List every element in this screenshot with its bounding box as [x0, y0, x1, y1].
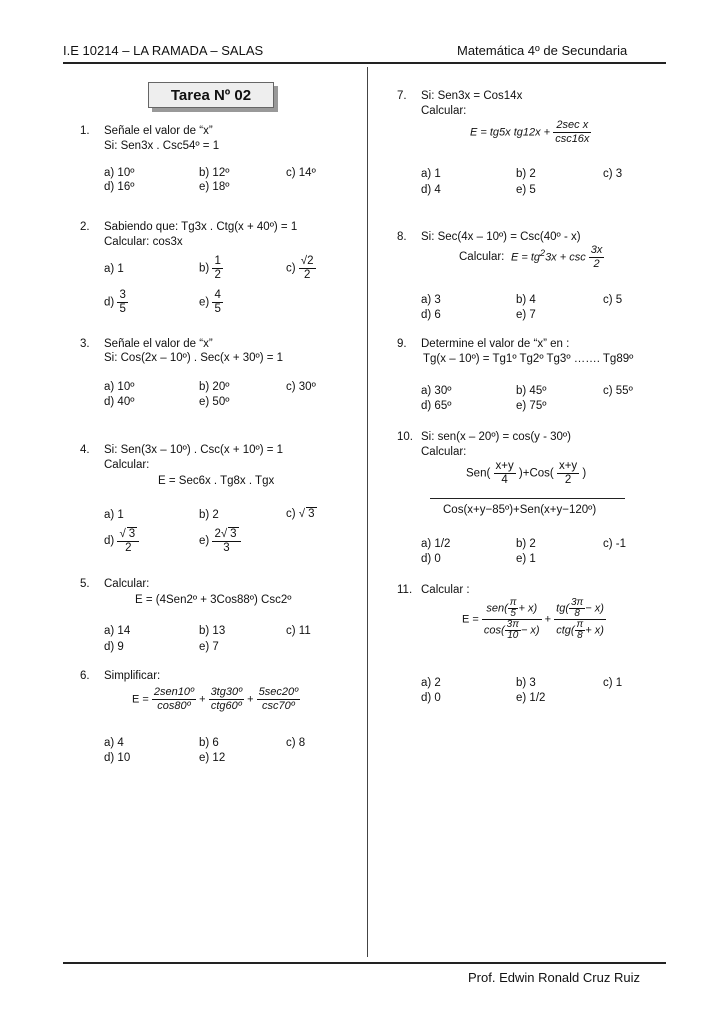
fraction-bar [430, 498, 625, 499]
option-label: c) [286, 508, 296, 520]
header-rule [63, 62, 666, 64]
fraction-denominator: csc70º [262, 700, 295, 712]
footer-author: Prof. Edwin Ronald Cruz Ruiz [468, 970, 640, 985]
fraction-denominator: 5 [510, 608, 516, 619]
option-c: c) 14º [286, 167, 316, 179]
fraction-numerator: 2sec x [553, 119, 591, 133]
option-e: e) 12 [199, 752, 226, 764]
cos-label: )+Cos( [518, 467, 554, 480]
formula-label: E = [462, 613, 479, 626]
fraction-numerator: 3x [590, 244, 603, 256]
option-b: b) 4 [516, 294, 536, 306]
fraction-numerator: 3tg30º [210, 686, 243, 698]
fn-close: + x) [585, 624, 604, 637]
fraction-denominator: 4 [501, 474, 508, 486]
fn-open: ctg( [556, 624, 575, 637]
option-c: c) 3 [603, 168, 623, 180]
fraction-denominator: 2 [564, 474, 572, 486]
option-a: a) 1 [104, 263, 124, 275]
option-e [199, 289, 223, 316]
radicand: 3 [308, 508, 315, 520]
option-d: d) 0 [421, 553, 441, 565]
formula-mid: 3x + csc [545, 251, 586, 264]
option-a: a) 4 [104, 737, 124, 749]
fraction-denominator: 2 [214, 269, 221, 281]
question-text: Señale el valor de “x” [104, 125, 213, 137]
option-e: e) 5 [516, 184, 536, 196]
question-condition: Si: Sen3x = Cos14x [421, 90, 523, 102]
option-e: e) 7 [199, 641, 219, 653]
fn-close: − x) [585, 602, 604, 615]
question-number: 2. [80, 221, 90, 233]
fn-open: cos( [483, 624, 505, 637]
question-formula [470, 119, 591, 146]
option-e: e) 1 [516, 553, 536, 565]
question-instruction: Calcular: [104, 578, 150, 590]
option-b: b) 2 [199, 509, 219, 521]
fraction-denominator: 3 [223, 542, 230, 554]
header-school: I.E 10214 – LA RAMADA – SALAS [63, 43, 264, 58]
option-b: b) 12º [199, 167, 230, 179]
formula-left: E = tg5x tg12x + [470, 126, 551, 139]
fraction-denominator: 8 [574, 608, 580, 619]
option-e [199, 527, 241, 555]
fraction-numerator: π [509, 597, 517, 608]
option-c: c) 30º [286, 381, 316, 393]
formula-numerator [466, 460, 586, 487]
question-instruction: Calcular: [104, 459, 150, 471]
question-instruction: Simplificar: [104, 670, 161, 682]
fraction-numerator: x+y [558, 460, 578, 472]
question-text: Determine el valor de “x” en : [421, 338, 570, 350]
question-number: 3. [80, 338, 90, 350]
fraction-numerator: 3π [571, 597, 584, 608]
question-condition: Si: Sec(4x – 10º) = Csc(40º - x) [421, 231, 581, 243]
fraction-numerator: 5sec20º [258, 686, 299, 698]
column-divider [367, 67, 368, 957]
option-c: c) 5 [603, 294, 623, 306]
option-c: c) 1 [603, 677, 623, 689]
term2-denominator [554, 620, 606, 641]
question-number: 11. [397, 584, 413, 596]
option-d: d) 4 [421, 184, 441, 196]
option-d: d) 0 [421, 692, 441, 704]
plus-sign: + [199, 693, 206, 706]
option-e: e) 75º [516, 400, 547, 412]
option-b: b) 2 [516, 168, 536, 180]
fraction-denominator: 5 [214, 303, 221, 315]
option-a: a) 3 [421, 294, 441, 306]
option-a: a) 30º [421, 385, 452, 397]
option-label: d) [104, 296, 115, 309]
fraction-numerator: 3π [506, 619, 519, 630]
option-a: a) 1 [421, 168, 441, 180]
option-e: e) 18º [199, 181, 230, 193]
option-label: b) [199, 262, 210, 275]
fraction-numerator: x+y [495, 460, 514, 472]
fraction-numerator: 3 [119, 289, 126, 301]
question-number: 9. [397, 338, 407, 350]
option-c [286, 255, 316, 282]
exponent: 2 [540, 247, 546, 258]
option-b: b) 2 [516, 538, 536, 550]
option-c: c) 11 [286, 625, 311, 637]
fraction-denominator: 8 [577, 630, 583, 641]
question-number: 6. [80, 670, 90, 682]
term1-denominator [482, 620, 542, 641]
fraction-denominator: 2 [593, 258, 600, 270]
option-c: c) 8 [286, 737, 306, 749]
option-a: a) 14 [104, 625, 131, 637]
coefficient: 2 [214, 528, 221, 540]
term1-numerator [482, 598, 542, 620]
fn-open: tg( [556, 602, 569, 615]
question-instruction: Calcular : [421, 584, 470, 596]
question-condition: Si: sen(x – 20º) = cos(y - 30º) [421, 431, 571, 443]
footer-rule [63, 962, 666, 964]
sen-label: Sen( [466, 467, 491, 480]
option-b: b) 6 [199, 737, 219, 749]
question-instruction: Calcular: [459, 251, 505, 263]
question-formula: E = (4Sen2º + 3Cos88º) Csc2º [135, 594, 292, 606]
question-text: Señale el valor de “x” [104, 338, 213, 350]
fraction-denominator: 2 [303, 269, 311, 281]
question-condition: Si: Sen3x . Csc54º = 1 [104, 140, 220, 152]
term2-numerator [554, 598, 606, 620]
plus-sign: + [247, 693, 254, 706]
question-number: 10. [397, 431, 413, 443]
option-d [104, 289, 128, 316]
option-b: b) 3 [516, 677, 536, 689]
option-b: b) 13 [199, 625, 226, 637]
plus-sign: + [544, 613, 552, 626]
option-b: b) 45º [516, 385, 547, 397]
option-c: c) 55º [603, 385, 633, 397]
close-paren: ) [582, 467, 587, 480]
fraction-numerator: 4 [214, 289, 221, 301]
option-d: d) 16º [104, 181, 135, 193]
radicand: 3 [230, 528, 237, 540]
question-formula [462, 598, 606, 641]
fraction-denominator: ctg60º [210, 700, 242, 712]
option-c [286, 507, 317, 520]
option-e: e) 7 [516, 309, 536, 321]
fn-close: + x) [518, 602, 538, 615]
fn-open: sen( [486, 602, 508, 615]
page-title: Tarea Nº 02 [148, 82, 274, 108]
formula-left: E = tg [511, 251, 541, 264]
option-a: a) 1/2 [421, 538, 451, 550]
fraction-numerator: 1 [214, 255, 221, 267]
question-instruction: Calcular: [421, 446, 467, 458]
fraction-denominator: 2 [125, 542, 132, 554]
question-number: 8. [397, 231, 407, 243]
option-a: a) 10º [104, 381, 135, 393]
option-a: a) 10º [104, 167, 135, 179]
fraction-numerator: √2 [300, 255, 314, 267]
fraction-denominator: 5 [119, 303, 126, 315]
option-label: d) [104, 535, 115, 548]
option-e: e) 1/2 [516, 692, 546, 704]
fraction-denominator: cos80º [157, 700, 191, 712]
fraction-denominator: 10 [507, 630, 519, 641]
question-formula [511, 244, 604, 271]
question-condition: Tg(x – 10º) = Tg1º Tg2º Tg3º ……. Tg89º [423, 353, 634, 365]
option-label: e) [199, 535, 210, 548]
option-d: d) 10 [104, 752, 131, 764]
fraction-numerator: 2sen10º [153, 686, 194, 698]
question-formula: E = Sec6x . Tg8x . Tgx [158, 475, 275, 487]
option-d: d) 40º [104, 396, 135, 408]
option-b: b) 20º [199, 381, 230, 393]
question-number: 1. [80, 125, 90, 137]
header-subject: Matemática 4º de Secundaria [457, 43, 628, 58]
option-b [199, 255, 223, 282]
option-d: d) 65º [421, 400, 452, 412]
question-number: 4. [80, 444, 90, 456]
option-d: d) 6 [421, 309, 441, 321]
fn-close: − x) [520, 624, 540, 637]
question-formula [132, 686, 300, 713]
option-c: c) -1 [603, 538, 626, 550]
question-condition: Si: Cos(2x – 10º) . Sec(x + 30º) = 1 [104, 352, 284, 364]
option-a: a) 2 [421, 677, 441, 689]
question-condition: Si: Sen(3x – 10º) . Csc(x + 10º) = 1 [104, 444, 284, 456]
radicand: 3 [128, 528, 136, 540]
fraction-denominator: csc16x [555, 133, 590, 145]
radical: √ 3 [298, 508, 315, 520]
option-d [104, 527, 139, 555]
fraction-numerator: π [576, 619, 584, 630]
formula-denominator: Cos(x+y−85º)+Sen(x+y−120º) [443, 504, 597, 516]
option-d: d) 9 [104, 641, 124, 653]
option-a: a) 1 [104, 509, 124, 521]
question-number: 7. [397, 90, 407, 102]
formula-label: E = [132, 693, 149, 706]
fraction-numerator: 2√ 3 [212, 527, 240, 542]
option-label: c) [286, 262, 296, 275]
fraction-numerator: √ 3 [117, 527, 139, 542]
option-label: e) [199, 296, 210, 309]
question-number: 5. [80, 578, 90, 590]
question-instruction: Calcular: cos3x [104, 236, 183, 248]
question-instruction: Calcular: [421, 105, 467, 117]
question-text: Sabiendo que: Tg3x . Ctg(x + 40º) = 1 [104, 221, 298, 233]
option-e: e) 50º [199, 396, 230, 408]
